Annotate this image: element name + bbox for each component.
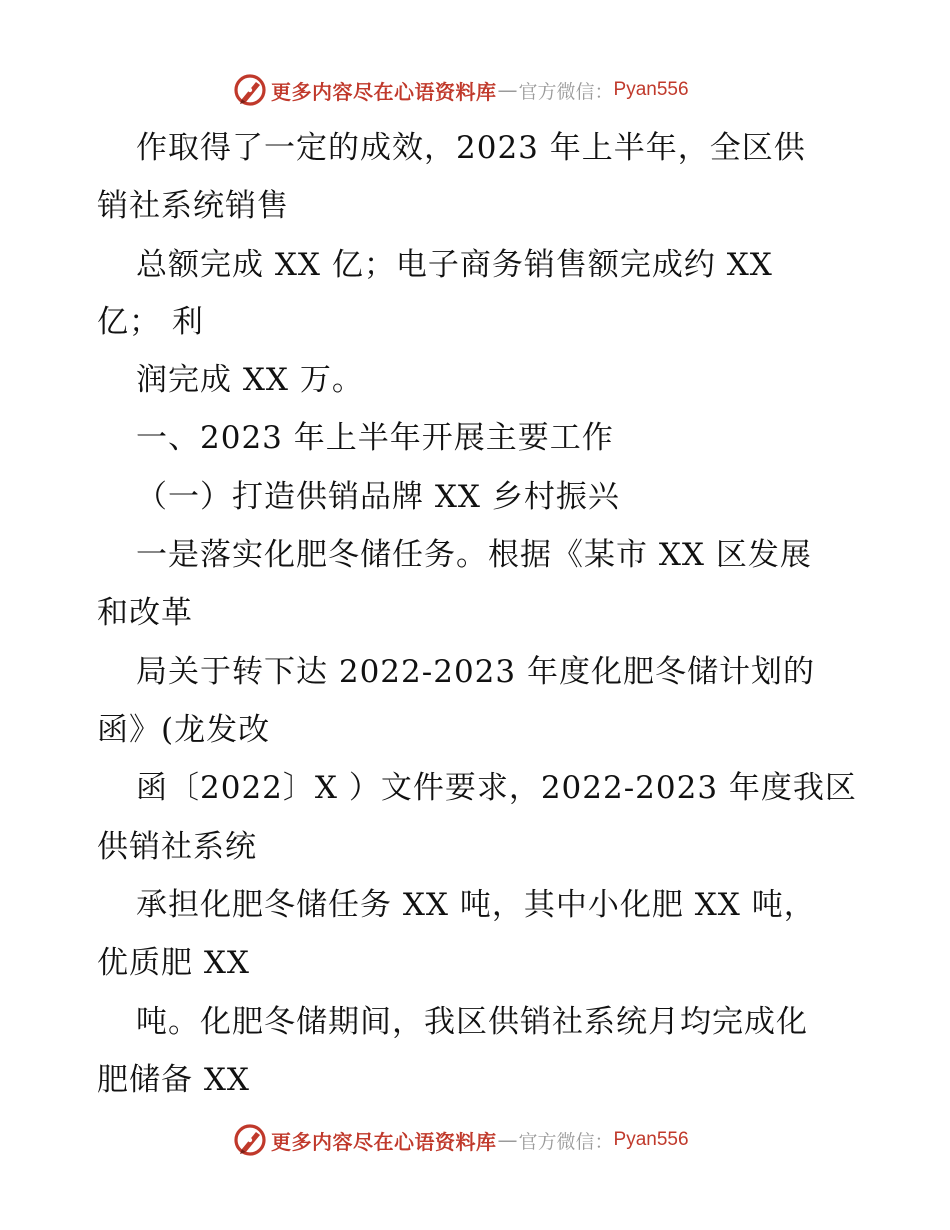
watermark-sub-text: 官方微信： [518, 1130, 614, 1153]
text-line: 优质肥 XX [97, 945, 250, 981]
watermark-sub-text: 官方微信： [518, 80, 614, 103]
text-line: 函》(龙发改 [97, 712, 271, 748]
watermark-dash: — [497, 1128, 518, 1152]
watermark-id: Pyan556 [613, 1129, 689, 1150]
watermark-main-text: 更多内容尽在心语资料库 [271, 1129, 497, 1154]
text-line: 作取得了一定的成效，2023 年上半年，全区供 [136, 130, 806, 166]
watermark-dash: — [497, 78, 518, 102]
watermark-id: Pyan556 [613, 79, 689, 100]
text-line: 供销社系统 [97, 829, 257, 865]
text-line: 一、2023 年上半年开展主要工作 [136, 420, 614, 456]
footer-watermark [233, 1122, 689, 1158]
text-line: 和改革 [97, 595, 193, 631]
text-line: 函〔2022〕X ）文件要求，2022-2023 年度我区 [136, 770, 857, 806]
pen-logo-icon [233, 1123, 267, 1157]
text-line: 销社系统销售 [97, 188, 289, 224]
text-line: 吨。化肥冬储期间，我区供销社系统月均完成化 [136, 1004, 808, 1040]
text-line: 总额完成 XX 亿；电子商务销售额完成约 XX [136, 247, 773, 283]
text-line: 局关于转下达 2022-2023 年度化肥冬储计划的 [136, 654, 815, 690]
text-line: 润完成 XX 万。 [136, 362, 364, 398]
text-line: 一是落实化肥冬储任务。根据《某市 XX 区发展 [136, 537, 812, 573]
text-line: 亿； 利 [97, 304, 204, 340]
watermark-main-text: 更多内容尽在心语资料库 [271, 79, 497, 104]
text-line: （一）打造供销品牌 XX 乡村振兴 [136, 479, 620, 515]
text-line: 承担化肥冬储任务 XX 吨，其中小化肥 XX 吨， [136, 887, 816, 923]
text-line: 肥储备 XX [97, 1062, 250, 1098]
